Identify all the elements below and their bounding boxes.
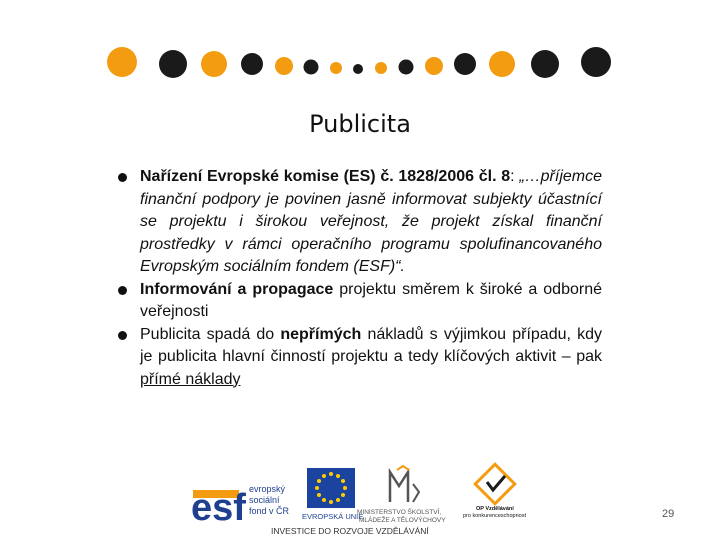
dot xyxy=(275,57,293,75)
bullet-item xyxy=(118,324,602,392)
investice-tagline: INVESTICE DO ROZVOJE VZDĚLÁVÁNÍ xyxy=(271,526,429,536)
bullet-list xyxy=(118,166,602,391)
eu-flag-logo xyxy=(302,468,363,521)
op-vk-line2: pro konkurenceschopnost xyxy=(463,513,526,519)
dot xyxy=(159,50,187,78)
dot xyxy=(425,57,443,75)
dot xyxy=(399,60,414,75)
dot xyxy=(581,47,611,77)
decorative-dots xyxy=(0,0,720,110)
dot xyxy=(454,53,476,75)
esf-line3: fond v ČR xyxy=(249,506,290,516)
bullet-lead: Informování a propagace xyxy=(140,280,334,298)
dot xyxy=(489,51,515,77)
bullet-icon xyxy=(118,286,127,295)
eu-label: EVROPSKÁ UNIE xyxy=(302,512,364,521)
dot xyxy=(531,50,559,78)
bullet-item xyxy=(118,279,602,324)
op-vk-icon xyxy=(475,464,515,504)
esf-line2: sociální xyxy=(249,495,280,505)
bullet-text: projektu směrem k široké a odborné veřejnosti xyxy=(140,280,602,320)
page-number: 29 xyxy=(662,508,675,520)
dot xyxy=(375,62,387,74)
bullet-icon xyxy=(118,331,127,340)
msmt-mark-icon xyxy=(390,472,408,502)
msmt-line2: MLÁDEŽE A TĚLOVÝCHOVY xyxy=(359,517,446,524)
dot xyxy=(241,53,263,75)
slide-title: Publicita xyxy=(309,110,411,138)
esf-logo xyxy=(191,484,290,529)
bullet-emphasis: nepřímých xyxy=(280,325,362,343)
op-vk-line1: OP Vzdělávání xyxy=(476,506,514,512)
esf-wordmark: esf xyxy=(191,487,246,529)
dot xyxy=(304,60,319,75)
bullet-item xyxy=(118,166,602,279)
bullet-underlined: přímé náklady xyxy=(140,370,241,388)
dot xyxy=(330,62,342,74)
bullet-text: Publicita spadá do xyxy=(140,325,281,343)
regulation-reference: Nařízení Evropské komise (ES) č. 1828/2006 čl. 8 xyxy=(140,168,511,185)
dot xyxy=(201,51,227,77)
esf-line1: evropský xyxy=(249,484,286,494)
msmt-line1: MINISTERSTVO ŠKOLSTVÍ, xyxy=(357,509,442,516)
bullet-icon xyxy=(118,173,127,182)
dot xyxy=(353,64,363,74)
op-vk-logo xyxy=(463,464,526,519)
msmt-logo xyxy=(357,466,446,524)
colon: : xyxy=(510,168,520,185)
bullet-text: nákladů s výjimkou případu, kdy je publicita hlavní činností projektu a tedy klíčových aktivit – pak xyxy=(140,325,602,365)
logo-strip xyxy=(185,462,535,540)
regulation-quote: „…příjemce finanční podpory je povinen jasně informovat subjekty účastnící se projektu i širokou veřejnost, že projekt získal finanční prostředky v rámci operačního programu spolufinancovaného Evropským sociálním fondem (ESF)“. xyxy=(140,168,603,275)
dot xyxy=(107,47,137,77)
